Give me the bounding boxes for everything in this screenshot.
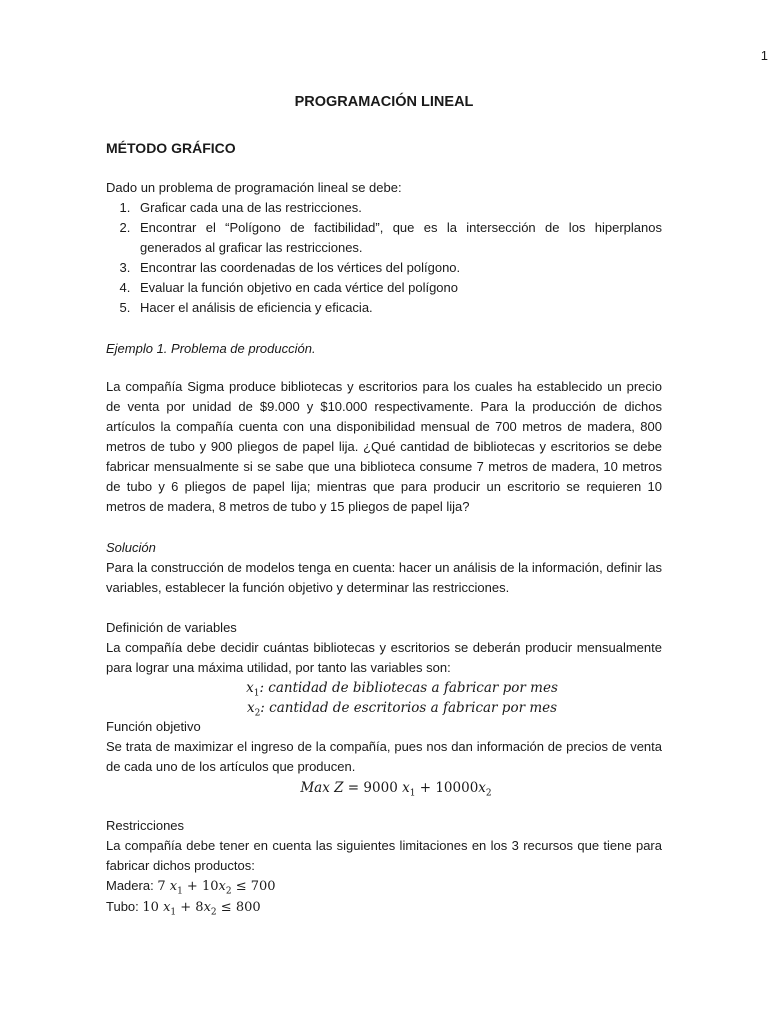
x2-subscript: 2	[254, 708, 261, 719]
objective-equation	[106, 778, 662, 798]
document-title: PROGRAMACIÓN LINEAL	[294, 94, 474, 110]
objective-var-1: x	[402, 780, 410, 796]
solution-block	[106, 538, 662, 598]
objective-sub-1: 1	[409, 788, 416, 799]
example-title: Ejemplo 1. Problema de producción.	[106, 341, 316, 356]
solution-label: Solución	[106, 540, 156, 555]
step-item: 5. Hacer el análisis de eficiencia y eficacia.	[134, 298, 662, 318]
tubo-var-2: x	[203, 900, 211, 915]
madera-coef-2: + 10	[182, 879, 219, 894]
objective-label: Función objetivo	[106, 719, 201, 734]
objective-coef-2: 10000	[435, 780, 479, 796]
variables-label: Definición de variables	[106, 620, 237, 635]
tubo-label: Tubo:	[106, 899, 143, 914]
variables-block	[106, 618, 662, 718]
step-item: 1. Graficar cada una de las restricciones.	[134, 198, 662, 218]
objective-coef-1: 9000	[363, 780, 403, 796]
step-item: 3. Encontrar las coordenadas de los vértices del polígono.	[134, 258, 662, 278]
constraint-tubo	[106, 897, 662, 918]
madera-rhs: ≤ 700	[231, 879, 276, 894]
constraint-madera	[106, 876, 662, 897]
solution-text: Para la construcción de modelos tenga en cuenta: hacer un análisis de la información, definir las variables, establecer la función objetivo y determinar las restricciones.	[106, 560, 662, 595]
objective-sub-2: 2	[485, 788, 492, 799]
madera-sub-2: 2	[225, 886, 232, 897]
tubo-coef-2: + 8	[176, 900, 204, 915]
x1-description: : cantidad de bibliotecas a fabricar por mes	[259, 680, 558, 696]
tubo-sub-1: 1	[170, 907, 177, 918]
step-item: 4. Evaluar la función objetivo en cada vértice del polígono	[134, 278, 662, 298]
constraints-label: Restricciones	[106, 818, 185, 833]
variables-text: La compañía debe decidir cuántas bibliotecas y escritorios se deberán producir mensualmente para lograr una máxima utilidad, por tanto las variables son:	[106, 640, 662, 675]
objective-block	[106, 717, 662, 798]
tubo-var-1: x	[163, 900, 171, 915]
problem-paragraph	[106, 377, 662, 517]
page-number: 1	[760, 48, 768, 63]
constraints-text: La compañía debe tener en cuenta las siguientes limitaciones en los 3 recursos que tiene para fabricar dichos productos:	[106, 838, 662, 873]
x2-description: : cantidad de escritorios a fabricar por mes	[260, 700, 558, 716]
steps-list	[106, 198, 662, 318]
objective-text: Se trata de maximizar el ingreso de la compañía, pues nos dan información de precios de venta de cada uno de los artículos que producen.	[106, 739, 662, 774]
constraints-block	[106, 816, 662, 918]
tubo-rhs: ≤ 800	[216, 900, 261, 915]
tubo-coef-1: 10	[142, 900, 164, 915]
madera-var-2: x	[218, 879, 226, 894]
problem-text: La compañía Sigma produce bibliotecas y escritorios para los cuales ha establecido un precio de venta por unidad de $9.000 y $10.000 respectivamente. Para la producción de dichos artículos la compañía cuenta con una disponibilidad mensual de 700 metros de madera, 800 metros de tubo y 900 pliegos de papel lija. ¿Qué cantidad de bibliotecas y escritorios se debe fabricar mensualmente si se sabe que una biblioteca consume 7 metros de madera, 10 metros de tubo y 6 pliegos de papel lija; mientras que para producir un escritorio se requieren 10 metros de madera, 8 metros de tubo y 15 pliegos de papel lija?	[106, 379, 662, 514]
objective-max: Max Z	[300, 780, 344, 796]
objective-plus: +	[415, 780, 436, 796]
objective-var-2: x	[478, 780, 486, 796]
step-item: 2. Encontrar el “Polígono de factibilidad”, que es la intersección de los hiperplanos generados al graficar las restricciones.	[134, 218, 662, 258]
x1-symbol: x	[246, 680, 254, 696]
intro-text: Dado un problema de programación lineal se debe:	[106, 180, 402, 195]
madera-sub-1: 1	[177, 886, 183, 897]
steps-block	[106, 178, 662, 318]
tubo-sub-2: 2	[210, 907, 217, 918]
objective-equals: =	[343, 780, 364, 796]
variable-x2-line	[106, 698, 662, 718]
madera-label: Madera:	[106, 878, 158, 893]
x1-subscript: 1	[253, 688, 260, 699]
section-heading: MÉTODO GRÁFICO	[106, 140, 236, 156]
x2-symbol: x	[246, 700, 255, 716]
madera-var-1: x	[169, 879, 178, 894]
madera-coef-1: 7	[157, 879, 170, 894]
variable-x1-line	[106, 678, 662, 698]
